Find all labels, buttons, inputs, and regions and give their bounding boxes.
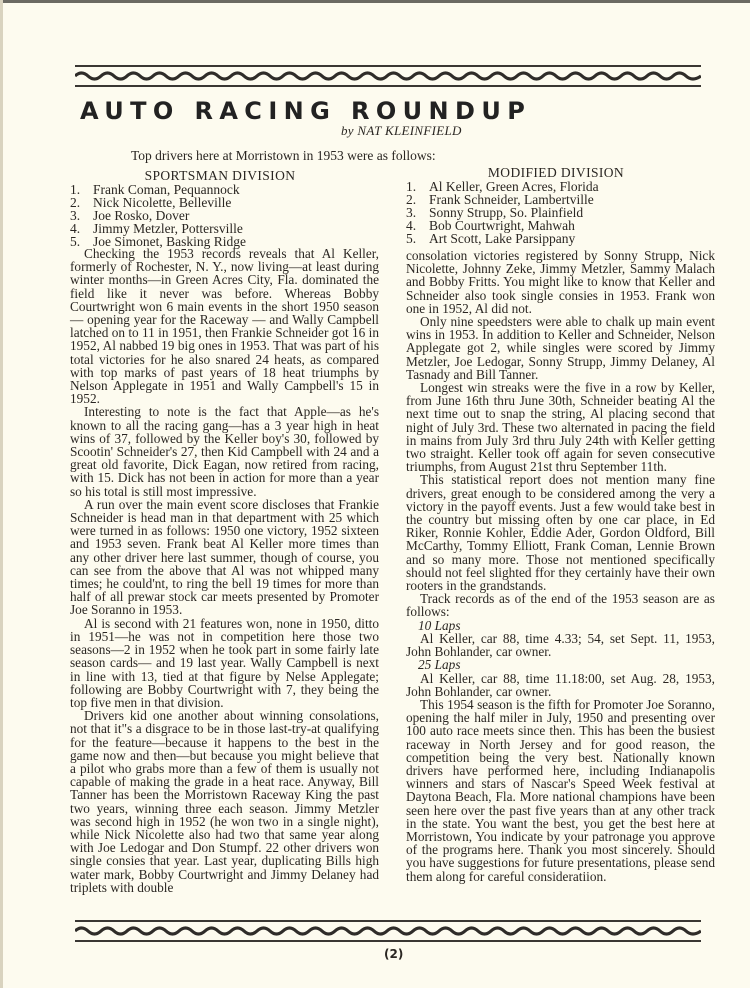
driver-name: Frank Coman, Pequannock	[93, 182, 240, 197]
rule-line	[75, 940, 701, 942]
article-title: AUTO RACING ROUNDUP	[80, 97, 532, 125]
left-column	[70, 247, 379, 894]
wave-ornament-icon	[75, 70, 701, 82]
paragraph: Drivers kid one another about winning consolations, not that it"s a disgrace to be in those last-try-at qualifying for the feature—because it happens to the best in the game now and then—but because you might believe that a pilot who grabs more than a few of them is usually not capable of making the grade in a heat race. Anyway, Bill Tanner has been the Morristown Raceway King the past two years, winning three each season. Jimmy Metzler was second high in 1952 (he won two in a single night), while Nick Nicolette also had two that same year along with Joe Ledogar and Don Stumpf. 22 other drivers won single consies that year. Last year, duplicating Bills high water mark, Bobby Courtwright and Jimmy Delaney had triplets with double	[70, 708, 379, 895]
driver-name: Joe Simonet, Basking Ridge	[93, 234, 246, 249]
paragraph: Track records as of the end of the 1953 season are as follows:	[406, 591, 715, 620]
byline: by NAT KLEINFIELD	[341, 123, 462, 138]
rule-line	[75, 85, 701, 87]
driver-name: Sonny Strupp, So. Plainfield	[429, 205, 584, 220]
rank: 3.	[406, 205, 417, 220]
modified-division-list	[406, 166, 706, 245]
intro-line: Top drivers here at Morristown in 1953 were as follows:	[131, 148, 436, 163]
record-laps-heading: 10 Laps	[418, 617, 461, 633]
paragraph: This 1954 season is the fifth for Promoter Joe Soranno, opening the half miler in July, 1950 and presenting over 100 auto race meets since then. This has been the busiest raceway in North Jersey and for good reason, the competition being the very best. Nationally known drivers have performed here, including Indianapolis winners and stars of Nascar's Speed Week festival at Daytona Beach, Fla. More national champions have been seen here over the past five years than at any other track in the state. You want the best, you get the best here at Morristown, You indicate by your patronage you approve of the programs here. Thank you most sincerely. Should you have suggestions for future presentations, please send them along for careful consideratiion.	[406, 696, 715, 884]
driver-name: Al Keller, Green Acres, Florida	[429, 179, 599, 194]
division-heading: MODIFIED DIVISION	[487, 165, 625, 180]
record-laps-heading: 25 Laps	[418, 657, 461, 673]
rank: 5.	[406, 231, 417, 246]
sportsman-division-list	[70, 169, 370, 248]
rank: 2.	[406, 192, 417, 207]
rule-line	[75, 65, 701, 67]
driver-name: Jimmy Metzler, Pottersville	[93, 221, 243, 236]
paragraph: Interesting to note is the fact that Apple—as he's known to all the racing gang—has a 3 year high in heat wins of 37, followed by the Keller boy's 30, followed by Scootin' Schneider's 27, then Kid Campbell with 24 and a great old favorite, Dick Eagan, now retired from racing, with 15. Dick has not been in action for more than a year so his total is still most impressive.	[70, 404, 379, 499]
paragraph: This statistical report does not mention many fine drivers, great enough to be considered among the very a victory in the payoff events. Just a few would take best in the country but missing often by one car place, in Ed Riker, Ronnie Kohler, Eddie Ader, Gordon Oldford, Bill McCarthy, Tommy Elliott, Frank Coman, Lennie Brown and so many more. Those not mentioned specifically should not feel slighted ffor they certainly have their own rooters in the grandstands.	[406, 472, 715, 594]
paragraph: Only nine speedsters were able to chalk up main event wins in 1953. In addition to Keller and Schneider, Nelson Applegate got 2, while singles were scored by Jimmy Metzler, Joe Ledogar, Sonny Strupp, Jimmy Delaney, Al Tasnady and Bill Tanner.	[406, 314, 715, 382]
driver-name: Joe Rosko, Dover	[93, 208, 190, 223]
paragraph: Checking the 1953 records reveals that Al Keller, formerly of Rochester, N. Y., now living—at least during winter months—in Green Acres City, Fla. dominated the field like it never was before. Whereas Bobby Courtwright won 6 main events in the short 1950 season — opening year for the Raceway — and Wally Campbell latched on to 11 in 1951, then Frankie Schneider got 16 in 1952, Al nabbed 19 big ones in 1953. That was part of his total victories for he also snared 24 heats, as compared with top marks of past years of 18 heat triumphs by Nelson Applegate in 1951 and Wally Campbell's 15 in 1952.	[70, 246, 379, 407]
bottom-wavy-rule	[75, 920, 701, 942]
top-wavy-rule	[75, 65, 701, 87]
rule-line	[75, 920, 701, 922]
paragraph: A run over the main event score discloses that Frankie Schneider is head man in that department with 25 which were turned in as follows: 1950 one victory, 1952 sixteen and 1953 seven. Frank beat Al Keller more times than any other driver here last summer, though of course, you can see from the above that Al was not whipped many times; he could'nt, to ring the bell 19 times for more than half of all prewar stock car meets presented by Promoter Joe Soranno in 1953.	[70, 496, 379, 618]
page-edge-top	[0, 0, 750, 3]
paragraph: Longest win streaks were the five in a row by Keller, from June 16th thru June 30th, Schneider beating Al the next time out to snap the string, Al placing second that night of July 3rd. These two alternated in pacing the field in mains from July 3rd thru July 24th with Keller getting two straight. Keller took off again for seven consecutive triumphs, from August 21st thru September 11th.	[406, 380, 715, 475]
record-detail: Al Keller, car 88, time 11.18:00, set Aug. 28, 1953, John Bohlander, car owner.	[406, 670, 715, 699]
wave-ornament-icon	[75, 925, 701, 937]
rank: 1.	[406, 179, 417, 194]
record-detail: Al Keller, car 88, time 4.33; 54, set Sept. 11, 1953, John Bohlander, car owner.	[406, 630, 715, 660]
driver-name: Bob Courtwright, Mahwah	[429, 218, 575, 233]
rank: 5.	[70, 234, 81, 249]
rank: 1.	[70, 182, 81, 197]
rank: 4.	[70, 221, 81, 236]
rank: 2.	[70, 195, 81, 210]
paragraph: Al is second with 21 features won, none in 1950, ditto in 1951—he was not in competition here those two seasons—2 in 1952 when he took part in some fairly late season cards— and 19 last year. Wally Campbell is next in line with 13, tied at that figure by Nelse Applegate; following are Bobby Courtwright with 7, they being the top five men in that division.	[70, 615, 379, 710]
right-column	[406, 249, 715, 883]
list-item	[406, 232, 706, 245]
page-number: (2)	[384, 947, 404, 961]
driver-name: Art Scott, Lake Parsippany	[429, 231, 576, 246]
driver-name: Frank Schneider, Lambertville	[429, 192, 594, 207]
division-heading: SPORTSMAN DIVISION	[144, 168, 296, 183]
rank: 3.	[70, 208, 81, 223]
driver-name: Nick Nicolette, Belleville	[93, 195, 232, 210]
paragraph-continuation: consolation victories registered by Sonny Strupp, Nick Nicolette, Johnny Zeke, Jimmy Metzler, Sammy Malach and Bobby Fritts. You might like to know that Keller and Schneider also took single consies in 1953. Frank won one in 1952, Al did not.	[406, 248, 715, 316]
rank: 4.	[406, 218, 417, 233]
page-edge-left	[0, 0, 3, 988]
